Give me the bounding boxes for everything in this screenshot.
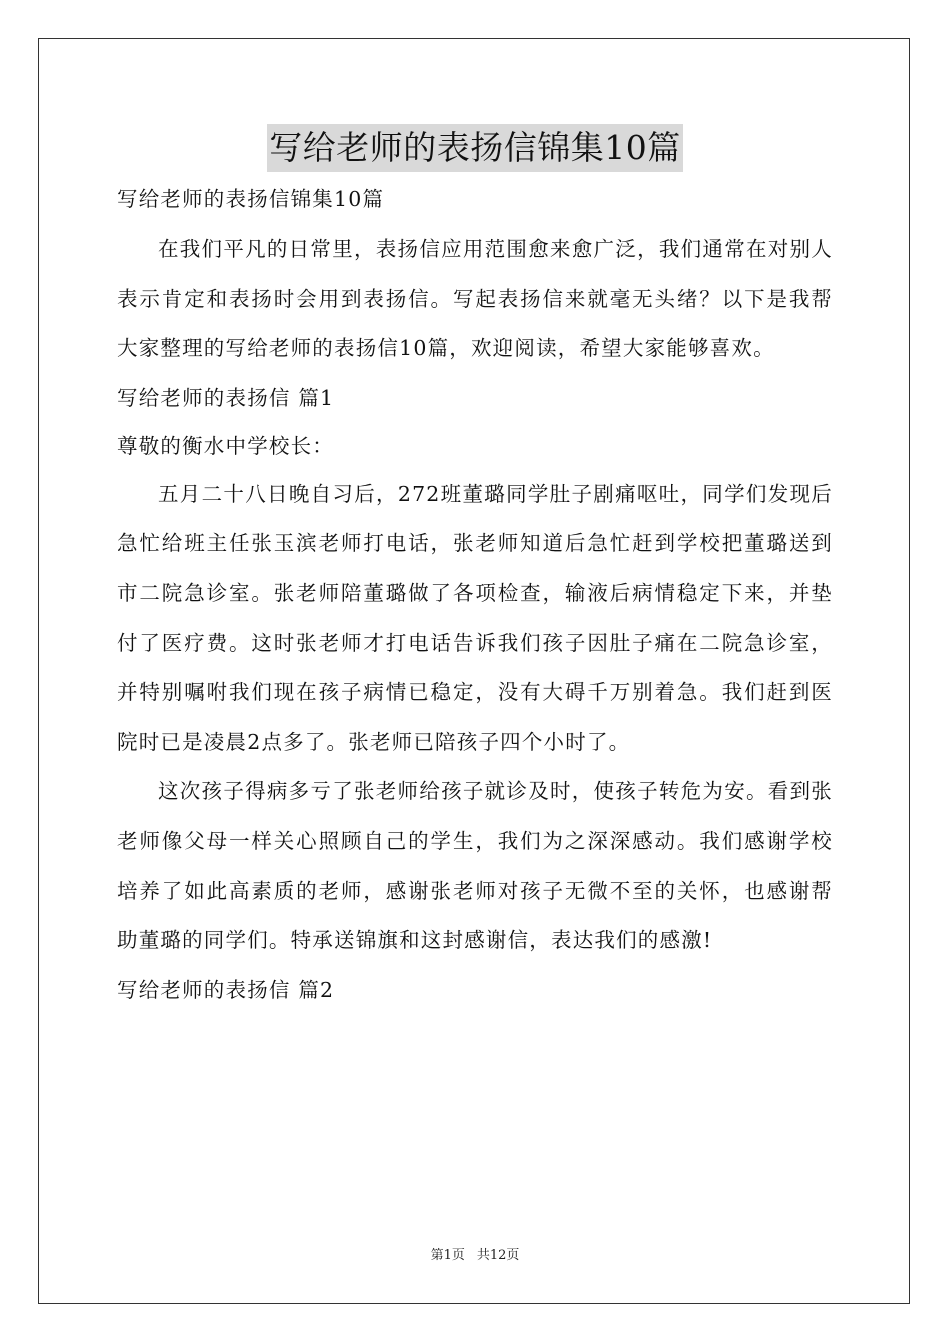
page-total: 共12页: [476, 1248, 520, 1263]
intro-paragraph: 在我们平凡的日常里，表扬信应用范围愈来愈广泛，我们通常在对别人表示肯定和表扬时会用到表扬信。写起表扬信来就毫无头绪？以下是我帮大家整理的写给老师的表扬信10篇，欢迎阅读，希望大家能够喜欢。: [117, 237, 833, 361]
title-container: [0, 124, 950, 172]
section-heading-2: 写给老师的表扬信 篇2: [117, 977, 335, 1002]
document-body: [117, 175, 833, 1014]
document-title: 写给老师的表扬信锦集10篇: [267, 124, 683, 172]
salutation: 尊敬的衡水中学校长：: [117, 433, 334, 458]
body-paragraph-1: 五月二十八日晚自习后，272班董璐同学肚子剧痛呕吐，同学们发现后急忙给班主任张玉滨老师打电话，张老师知道后急忙赶到学校把董璐送到市二院急诊室。张老师陪董璐做了各项检查，输液后病情稳定下来，并垫付了医疗费。这时张老师才打电话告诉我们孩子因肚子痛在二院急诊室，并特别嘱咐我们现在孩子病情已稳定，没有大碍千万别着急。我们赶到医院时已是凌晨2点多了。张老师已陪孩子四个小时了。: [117, 481, 833, 754]
document-subtitle: 写给老师的表扬信锦集10篇: [117, 187, 385, 211]
body-paragraph-2: 这次孩子得病多亏了张老师给孩子就诊及时，使孩子转危为安。看到张老师像父母一样关心照顾自己的学生，我们为之深深感动。我们感谢学校培养了如此高素质的老师，感谢张老师对孩子无微不至的关怀，也感谢帮助董璐的同学们。特承送锦旗和这封感谢信，表达我们的感激!: [117, 779, 833, 953]
page-footer: [0, 1244, 950, 1263]
page-number: 第1页: [430, 1248, 465, 1263]
section-heading-1: 写给老师的表扬信 篇1: [117, 385, 335, 410]
